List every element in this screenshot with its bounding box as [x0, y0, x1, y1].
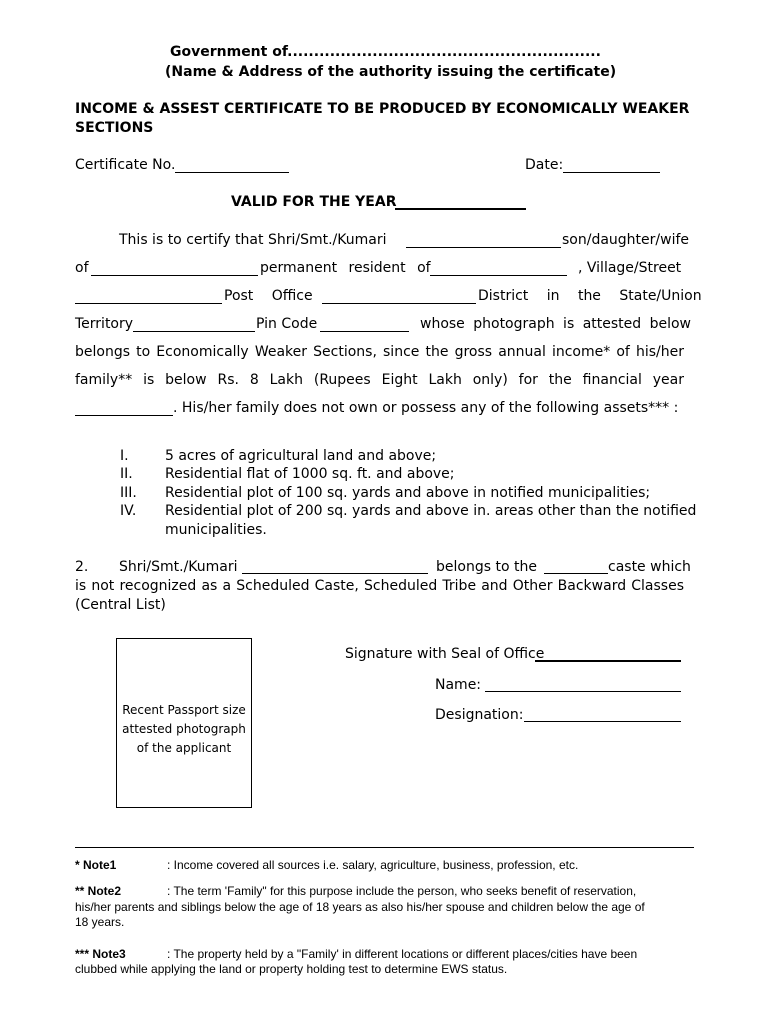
note3-label: *** Note3 — [75, 947, 126, 961]
government-of-line: Government of........................................................... — [170, 44, 601, 60]
note3-text: : The property held by a "Family' in different locations or different places/cities have been — [167, 947, 638, 961]
post-office-blank[interactable] — [322, 303, 476, 304]
notes-divider — [75, 847, 694, 848]
village-street-blank[interactable] — [75, 303, 222, 304]
note2-text: : The term 'Family" for this purpose include the person, who seeks benefit of reservation, — [167, 884, 637, 898]
asset-num: IV. — [120, 503, 137, 519]
para2-name-blank[interactable] — [242, 573, 428, 574]
certificate-title-cont: SECTIONS — [75, 120, 154, 136]
para2-shri-label: Shri/Smt./Kumari — [119, 559, 238, 575]
note2-label: ** Note2 — [75, 884, 122, 898]
para2-number: 2. — [75, 559, 89, 575]
designation-label: Designation: — [435, 707, 524, 723]
asset-item: Residential plot of 200 sq. yards and above in. areas other than the notified — [165, 503, 697, 519]
asset-item: Residential flat of 1000 sq. ft. and above; — [165, 466, 455, 482]
parent-name-blank[interactable] — [91, 275, 258, 276]
designation-blank[interactable] — [524, 721, 681, 722]
relation-label: son/daughter/wife — [562, 232, 690, 248]
valid-for-year-label: VALID FOR THE YEAR — [231, 194, 397, 210]
pin-code-label: Pin Code — [256, 316, 318, 332]
post-office-label: Post Office — [224, 288, 313, 304]
photo-box[interactable] — [116, 638, 252, 808]
para2-line-3: (Central List) — [75, 597, 166, 613]
date-label: Date: — [525, 157, 564, 173]
asset-item: 5 acres of agricultural land and above; — [165, 448, 437, 464]
valid-year-blank[interactable] — [395, 208, 526, 210]
district-label: District in the State/Union — [478, 288, 702, 304]
financial-year-blank[interactable] — [75, 415, 173, 416]
resident-label: permanent resident of — [260, 260, 431, 276]
note3-text-cont: clubbed while applying the land or property holding test to determine EWS status. — [75, 962, 508, 976]
note2-text-cont: his/her parents and siblings below the age of 18 years as also his/her spouse and children below the age of — [75, 900, 645, 914]
photo-caption-line: of the applicant — [136, 741, 232, 755]
certificate-no-label: Certificate No. — [75, 157, 176, 173]
asset-item-cont: municipalities. — [165, 522, 267, 538]
signature-blank[interactable] — [535, 660, 681, 662]
caste-which-label: caste which — [608, 559, 691, 575]
date-blank[interactable] — [563, 172, 660, 173]
resident-of-blank[interactable] — [430, 275, 567, 276]
territory-label: Territory — [75, 316, 134, 332]
note1-label: * Note1 — [75, 858, 117, 872]
photo-caption-line: attested photograph — [122, 722, 246, 736]
pin-code-blank[interactable] — [320, 331, 409, 332]
caste-blank[interactable] — [544, 573, 608, 574]
name-label: Name: — [435, 677, 482, 693]
issuing-authority-line: (Name & Address of the authority issuing the certificate) — [165, 64, 617, 80]
note1-text: : Income covered all sources i.e. salary, agriculture, business, profession, etc. — [167, 858, 579, 872]
para2-belongs-label: belongs to the — [436, 559, 537, 575]
certificate-title: INCOME & ASSEST CERTIFICATE TO BE PRODUCED BY ECONOMICALLY WEAKER — [75, 101, 690, 117]
name-blank[interactable] — [485, 691, 681, 692]
asset-num: III. — [120, 485, 137, 501]
village-street-label: , Village/Street — [578, 260, 682, 276]
asset-num: I. — [120, 448, 129, 464]
para2-line-2: is not recognized as a Scheduled Caste, Scheduled Tribe and Other Backward Classes — [75, 578, 684, 594]
certificate-no-blank[interactable] — [175, 172, 289, 173]
asset-num: II. — [120, 466, 133, 482]
applicant-name-blank[interactable] — [406, 247, 561, 248]
signature-label: Signature with Seal of Office — [345, 646, 545, 662]
body-line-7: . His/her family does not own or possess any of the following assets*** : — [173, 400, 679, 416]
body-line-1-text: This is to certify that Shri/Smt./Kumari — [119, 232, 387, 248]
asset-item: Residential plot of 100 sq. yards and above in notified municipalities; — [165, 485, 651, 501]
photograph-attested-text: whose photograph is attested below — [420, 316, 692, 332]
photo-box-caption — [117, 701, 251, 758]
of-label: of — [75, 260, 89, 276]
district-blank[interactable] — [133, 331, 255, 332]
photo-caption-line: Recent Passport size — [122, 703, 246, 717]
note2-text-cont: 18 years. — [75, 915, 125, 929]
body-line-6: family** is below Rs. 8 Lakh (Rupees Eight Lakh only) for the financial year — [75, 372, 684, 388]
body-line-5: belongs to Economically Weaker Sections, since the gross annual income* of his/her — [75, 344, 684, 360]
